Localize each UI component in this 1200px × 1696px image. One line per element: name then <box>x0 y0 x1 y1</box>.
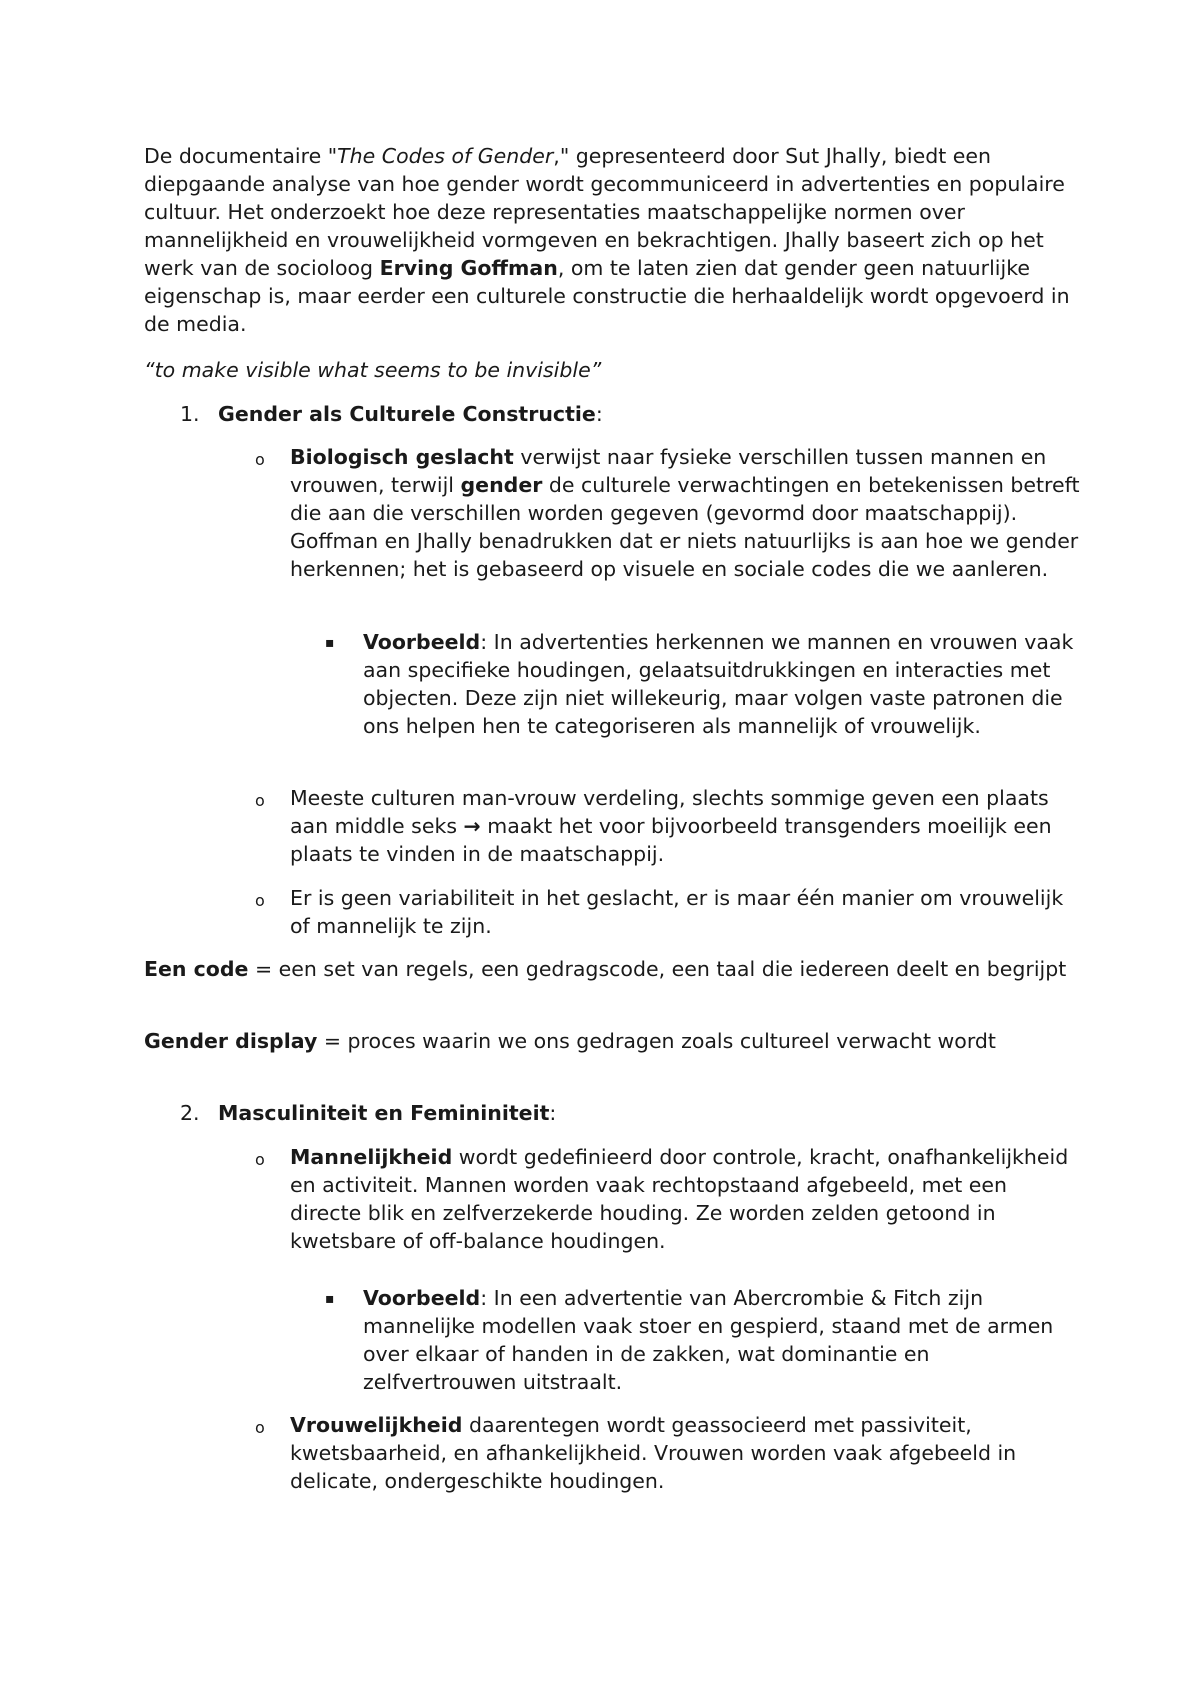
section1-heading <box>218 400 1068 428</box>
section2-example-text: : In een advertentie van Abercrombie & Fitch zijn mannelijke modellen vaak stoer en gespierd, staand met de armen over elkaar of handen in de zakken, wat dominantie en zelfvertrouwen uitstraalt. <box>363 1286 1054 1394</box>
masculinity-item <box>290 1143 1080 1255</box>
masculinity-term: Mannelijkheid <box>290 1145 453 1169</box>
circle-bullet-icon: o <box>255 791 265 810</box>
intro-text-c: , om te laten zien dat gender geen natuurlijke eigenschap is, maar eerder een culturele constructie die herhaaldelijk wordt opgevoerd in de media. <box>144 256 1070 336</box>
circle-bullet-icon: o <box>255 891 265 910</box>
section2-heading-text: Masculiniteit en Femininiteit <box>218 1101 550 1125</box>
square-bullet-icon: ▪ <box>325 635 335 651</box>
section1-heading-text: Gender als Culturele Constructie <box>218 402 596 426</box>
section1-number: 1. <box>180 402 200 426</box>
gender-term: gender <box>460 473 543 497</box>
quote: “to make visible what seems to be invisible” <box>144 358 602 382</box>
sex-term: Biologisch geslacht <box>290 445 514 469</box>
documentary-title: The Codes of Gender <box>337 144 554 168</box>
circle-bullet-icon: o <box>255 450 265 469</box>
gender-display-text: = proces waarin we ons gedragen zoals cultureel verwacht wordt <box>317 1029 996 1053</box>
goffman-name: Erving Goffman <box>379 256 558 280</box>
gender-display-definition <box>144 1027 1074 1055</box>
section2-example-label: Voorbeeld <box>363 1286 481 1310</box>
section1-example-text: : In advertenties herkennen we mannen en vrouwen vaak aan specifieke houdingen, gelaatsuitdrukkingen en interacties met objecten. Deze zijn niet willekeurig, maar volgen vaste patronen die ons helpen hen te categoriseren als mannelijk of vrouwelijk. <box>363 630 1074 738</box>
masculinity-text: wordt gedefinieerd door controle, kracht, onafhankelijkheid en activiteit. Mannen worden vaak rechtopstaand afgebeeld, met een directe blik en zelfverzekerde houding. Ze worden zelden getoond in kwetsbare of off-balance houdingen. <box>290 1145 1069 1253</box>
circle-bullet-icon: o <box>255 1418 265 1437</box>
binary-text-2: maakt het voor bijvoorbeeld transgenders moeilijk een plaats te vinden in de maatschappij. <box>290 814 1052 866</box>
code-term: Een code <box>144 957 249 981</box>
intro-text-b: ," gepresenteerd door Sut Jhally, biedt een diepgaande analyse van hoe gender wordt gecommuniceerd in advertenties en populaire cultuur. Het onderzoekt hoe deze representaties maatschappelijke normen over mannelijkheid en vrouwelijkheid vormgeven en bekrachtigen. Jhally baseert zich op het werk van de socioloog <box>144 144 1065 280</box>
section2-number: 2. <box>180 1101 200 1125</box>
section2-heading <box>218 1099 1068 1127</box>
intro-text-a: De documentaire " <box>144 144 338 168</box>
variability-item: Er is geen variabiliteit in het geslacht, er is maar één manier om vrouwelijk of mannelijk te zijn. <box>290 886 1064 938</box>
sex-gender-item <box>290 443 1080 583</box>
femininity-term: Vrouwelijkheid <box>290 1413 463 1437</box>
code-definition-text: = een set van regels, een gedragscode, een taal die iedereen deelt en begrijpt <box>248 957 1067 981</box>
section2-colon: : <box>549 1101 557 1125</box>
code-definition <box>144 955 1074 983</box>
sex-gender-text-1: verwijst naar fysieke verschillen tussen mannen en vrouwen, terwijl <box>290 445 1047 497</box>
section2-example <box>363 1284 1075 1396</box>
right-arrow-icon: → <box>463 814 481 838</box>
section1-colon: : <box>595 402 603 426</box>
binary-item <box>290 784 1080 868</box>
section1-example <box>363 628 1075 740</box>
circle-bullet-icon: o <box>255 1150 265 1169</box>
femininity-item <box>290 1411 1080 1495</box>
intro-paragraph <box>144 142 1074 338</box>
gender-display-term: Gender display <box>144 1029 318 1053</box>
sex-gender-text-2: de culturele verwachtingen en betekenissen betreft die aan die verschillen worden gegeven (gevormd door maatschappij). Goffman en Jhally benadrukken dat er niets natuurlijks is aan hoe we gender herkennen; het is gebaseerd op visuele en sociale codes die we aanleren. <box>290 473 1080 581</box>
section1-example-label: Voorbeeld <box>363 630 481 654</box>
square-bullet-icon: ▪ <box>325 1291 335 1307</box>
femininity-text: daarentegen wordt geassocieerd met passiviteit, kwetsbaarheid, en afhankelijkheid. Vrouwen worden vaak afgebeeld in delicate, ondergeschikte houdingen. <box>290 1413 1017 1493</box>
binary-text-1: Meeste culturen man-vrouw verdeling, slechts sommige geven een plaats aan middle seks <box>290 786 1049 838</box>
